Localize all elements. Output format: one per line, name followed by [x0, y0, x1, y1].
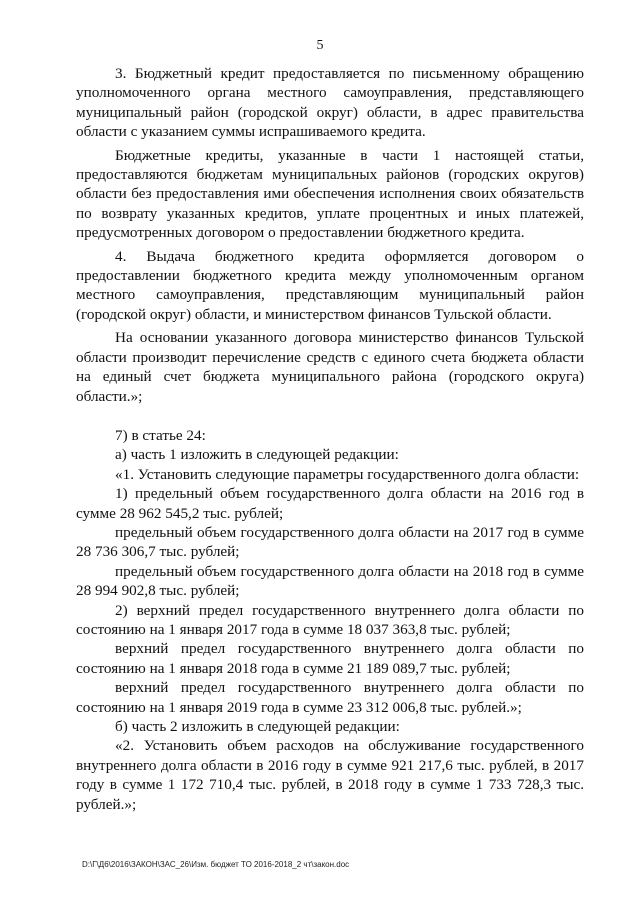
paragraph: а) часть 1 изложить в следующей редакции:: [115, 446, 399, 464]
paragraph: 3. Бюджетный кредит предоставляется по письменному обращению уполномоченного органа местного самоуправления, представляющего муниципальный район (городской округ) области, в адрес правительства области с указанием суммы испрашиваемого кредита.: [76, 65, 584, 141]
paragraph: Бюджетные кредиты, указанные в части 1 настоящей статьи, предоставляются бюджетам муниципальных районов (городских округов) области без предоставления ими обеспечения исполнения своих обязательств по возврату указанных кредитов, уплате процентных и иных платежей, предусмотренных договором о предоставлении бюджетного кредита.: [76, 146, 584, 242]
paragraph: На основании указанного договора министерство финансов Тульской области производит перечисление средств с единого счета бюджета области на единый счет бюджета муниципального района (городского округа) области.»;: [76, 329, 584, 405]
paragraph: предельный объем государственного долга области на 2017 год в сумме 28 736 306,7 тыс. рублей;: [76, 523, 584, 561]
paragraph: «1. Установить следующие параметры государственного долга области:: [115, 465, 580, 483]
blank-line: [76, 406, 584, 426]
paragraph: предельный объем государственного долга области на 2018 год в сумме 28 994 902,8 тыс. рублей;: [76, 562, 584, 600]
paragraph: 2) верхний предел государственного внутреннего долга области по состоянию на 1 января 2017 года в сумме 18 037 363,8 тыс. рублей;: [76, 601, 584, 638]
paragraph: верхний предел государственного внутреннего долга области по состоянию на 1 января 2019 года в сумме 23 312 006,8 тыс. рублей.»;: [76, 679, 584, 716]
page-number: 5: [316, 38, 324, 53]
paragraph: б) часть 2 изложить в следующей редакции:: [115, 718, 400, 735]
paragraph: «2. Установить объем расходов на обслуживание государственного внутреннего долга области в 2016 году в сумме 921 217,6 тыс. рублей, в 2017 году в сумме 1 172 710,4 тыс. рублей, в 2018 году в сумме 1 733 728,3 тыс. рублей.»;: [76, 737, 584, 813]
paragraph: 1) предельный объем государственного долга области на 2016 год в сумме 28 962 545,2 тыс. рублей;: [76, 485, 584, 522]
paragraph: 4. Выдача бюджетного кредита оформляется договором о предоставлении бюджетного кредита между уполномоченным органом местного самоуправления, представляющим муниципальный район (городской округ) области, и министерством финансов Тульской области.: [76, 247, 584, 323]
paragraph: верхний предел государственного внутреннего долга области по состоянию на 1 января 2018 года в сумме 21 189 089,7 тыс. рублей;: [76, 640, 584, 677]
document-body: [76, 64, 584, 814]
file-path-footer: D:\Г\Д6\2016\ЗАКОН\ЗАС_26\Изм. бюджет ТО 2016-2018_2 чт\закон.doc: [82, 860, 350, 869]
paragraph: 7) в статье 24:: [115, 426, 206, 444]
